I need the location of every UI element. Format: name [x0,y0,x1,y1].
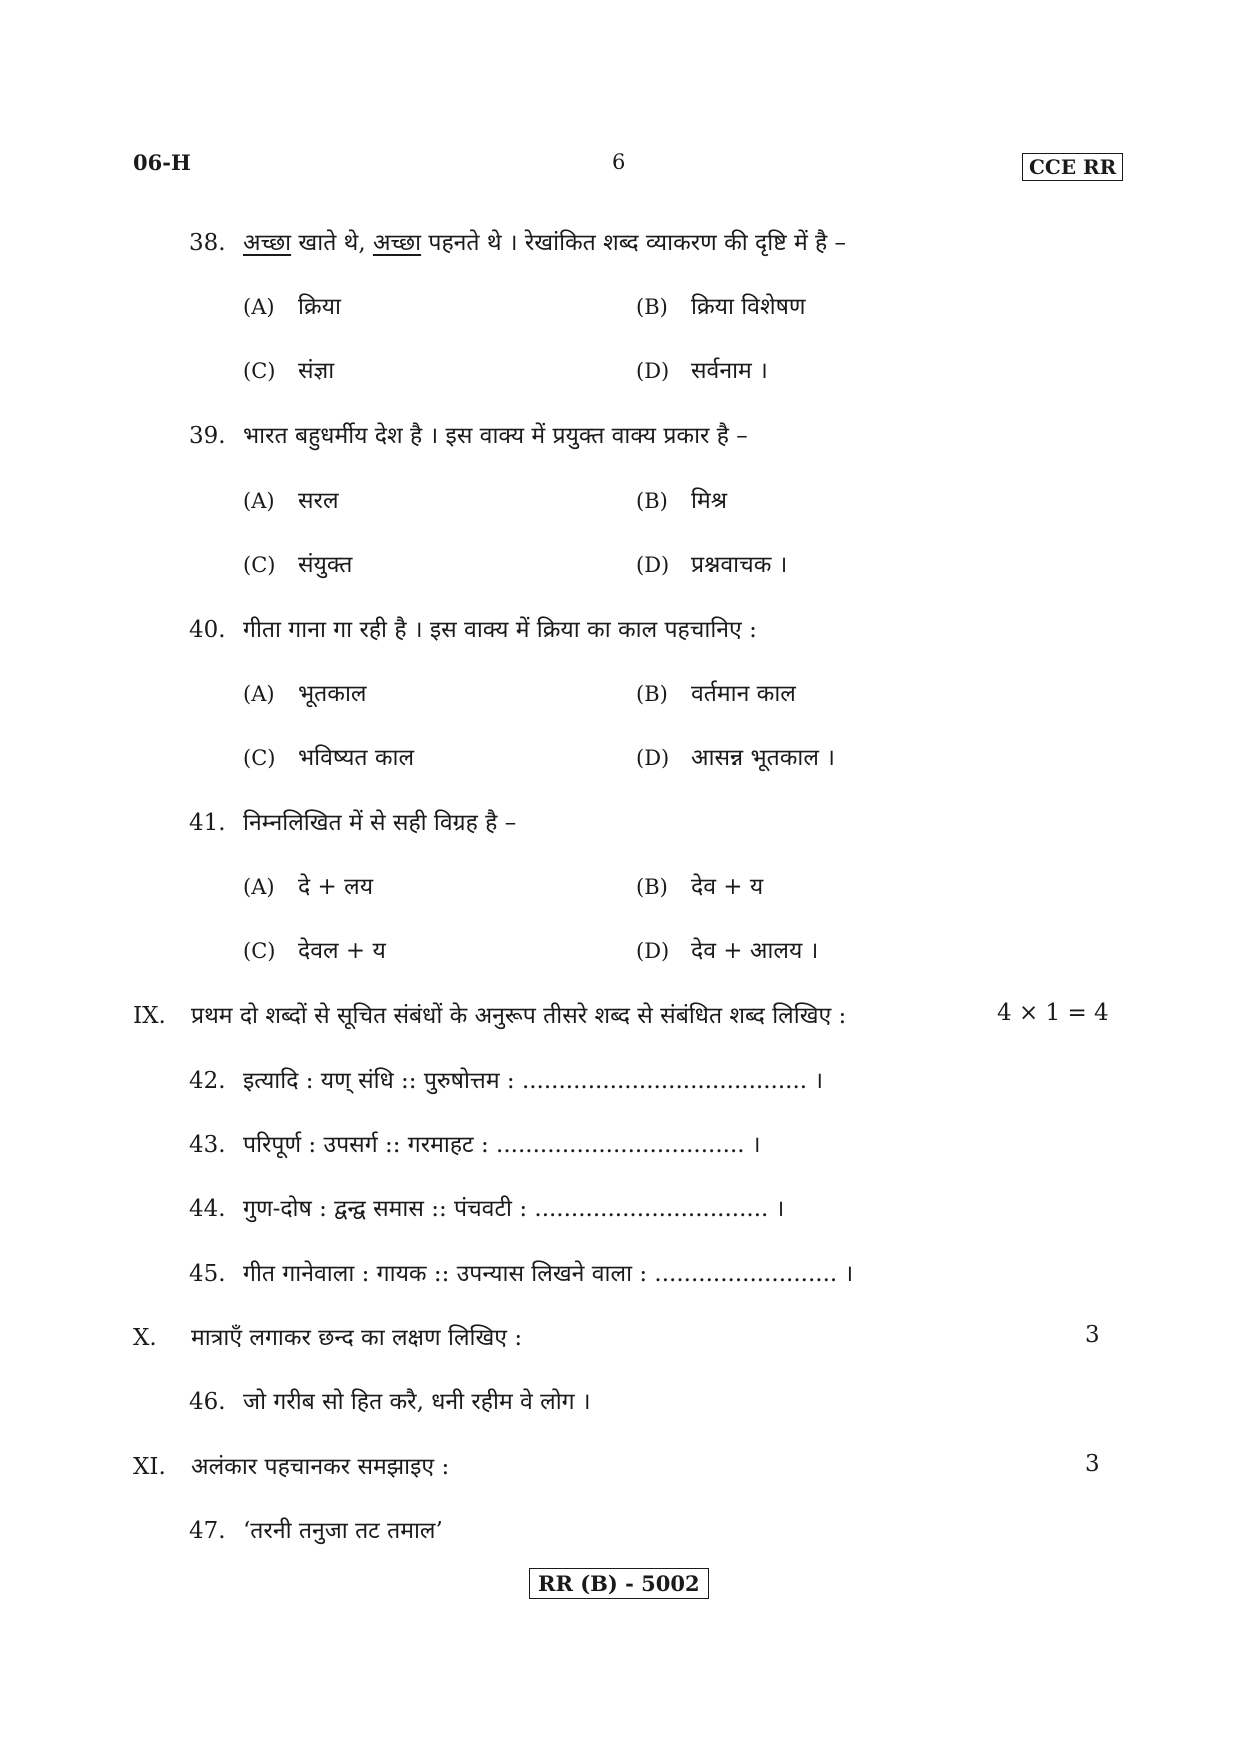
option-label: (D) [636,553,670,577]
option-c [243,740,414,772]
option-b [636,289,806,321]
underlined-word: अच्छा [372,230,422,256]
stem-text: गीता गाना गा रही है । इस वाक्य में क्रिया का काल पहचानिए : [243,617,757,643]
series-badge: CCE RR [1022,153,1123,181]
section-marks: 4 × 1 = 4 [997,1000,1109,1026]
question-number: 45. [189,1261,226,1287]
question-38 [189,225,846,257]
question-number: 41. [189,810,226,836]
question-44 [189,1191,784,1223]
stem-text: पहनते थे । रेखांकित शब्द व्याकरण की दृष्टि में है – [421,230,847,256]
section-xi-heading [133,1449,449,1481]
question-text: जो गरीब सो हित करै, धनी रहीम वे लोग । [243,1389,591,1415]
option-text: संयुक्त [298,552,353,578]
option-text: भूतकाल [298,681,367,707]
option-d [636,740,835,772]
underlined-word: अच्छा [243,230,292,256]
option-text: भविष्यत काल [298,745,415,771]
section-instruction: प्रथम दो शब्दों से सूचित संबंधों के अनुरूप तीसरे शब्द से संबंधित शब्द लिखिए : [191,1003,847,1029]
option-c [243,933,386,965]
section-instruction: मात्राएँ लगाकर छन्द का लक्षण लिखिए : [191,1325,523,1351]
section-numeral: IX. [133,1003,166,1029]
section-ix-heading [133,998,846,1030]
option-text: देवल + य [298,938,386,964]
question-43 [189,1127,761,1159]
stem-text: निम्नलिखित में से सही विग्रह है – [243,810,517,836]
option-text: देव + य [691,874,764,900]
option-b [636,483,727,515]
option-text: वर्तमान काल [691,681,796,707]
option-d [636,933,818,965]
stem-text: भारत बहुधर्मीय देश है । इस वाक्य में प्रयुक्त वाक्य प्रकार है – [243,423,748,449]
option-label: (B) [636,295,668,319]
option-text: क्रिया विशेषण [691,294,806,320]
option-b [636,869,763,901]
option-a [243,869,373,901]
option-b [636,676,796,708]
footer-paper-code: RR (B) - 5002 [529,1568,709,1599]
section-x-heading [133,1320,522,1352]
option-text: सरल [298,488,339,514]
option-label: (A) [243,295,275,319]
option-label: (C) [243,359,276,383]
option-a [243,289,341,321]
option-label: (A) [243,489,275,513]
option-text: संज्ञा [298,358,335,384]
question-42 [189,1063,823,1095]
question-number: 47. [189,1518,226,1544]
stem-text: खाते थे, [291,230,373,256]
option-text: देव + आलय । [691,938,819,964]
question-number: 43. [189,1132,226,1158]
section-marks: 3 [1085,1451,1100,1477]
question-47 [189,1513,443,1545]
question-number: 42. [189,1068,226,1094]
option-label: (D) [636,939,670,963]
option-c [243,547,352,579]
option-label: (B) [636,875,668,899]
option-label: (B) [636,489,668,513]
section-marks: 3 [1085,1322,1100,1348]
section-numeral: X. [133,1325,157,1351]
page-number: 6 [612,150,626,174]
option-label: (C) [243,553,276,577]
option-text: क्रिया [298,294,341,320]
question-text: परिपूर्ण : उपसर्ग :: गरमाहट : .................................. । [243,1132,761,1158]
option-label: (A) [243,875,275,899]
section-numeral: XI. [133,1454,166,1480]
option-text: मिश्र [691,488,727,514]
option-text: प्रश्नवाचक । [691,552,788,578]
option-a [243,483,339,515]
question-46 [189,1384,591,1416]
question-45 [189,1256,853,1288]
option-label: (D) [636,746,670,770]
question-number: 40. [189,617,226,643]
option-label: (D) [636,359,670,383]
option-a [243,676,367,708]
question-39 [189,418,748,450]
option-c [243,353,334,385]
section-instruction: अलंकार पहचानकर समझाइए : [191,1454,450,1480]
question-number: 46. [189,1389,226,1415]
option-text: आसन्न भूतकाल । [691,745,835,771]
question-text: ‘तरनी तनुजा तट तमाल’ [243,1518,443,1544]
option-text: दे + लय [298,874,374,900]
question-41 [189,805,516,837]
question-number: 44. [189,1196,226,1222]
question-number: 39. [189,423,226,449]
option-d [636,547,787,579]
paper-code: 06-H [133,150,191,175]
question-text: गीत गानेवाला : गायक :: उपन्यास लिखने वाला : ......................... । [243,1261,854,1287]
option-label: (B) [636,682,668,706]
option-text: सर्वनाम । [691,358,768,384]
option-label: (A) [243,682,275,706]
question-text: गुण-दोष : द्वन्द्व समास :: पंचवटी : ................................ । [243,1196,785,1222]
option-label: (C) [243,746,276,770]
question-number: 38. [189,230,226,256]
question-40 [189,612,757,644]
question-text: इत्यादि : यण् संधि :: पुरुषोत्तम : ....................................... । [243,1068,824,1094]
option-label: (C) [243,939,276,963]
option-d [636,353,768,385]
